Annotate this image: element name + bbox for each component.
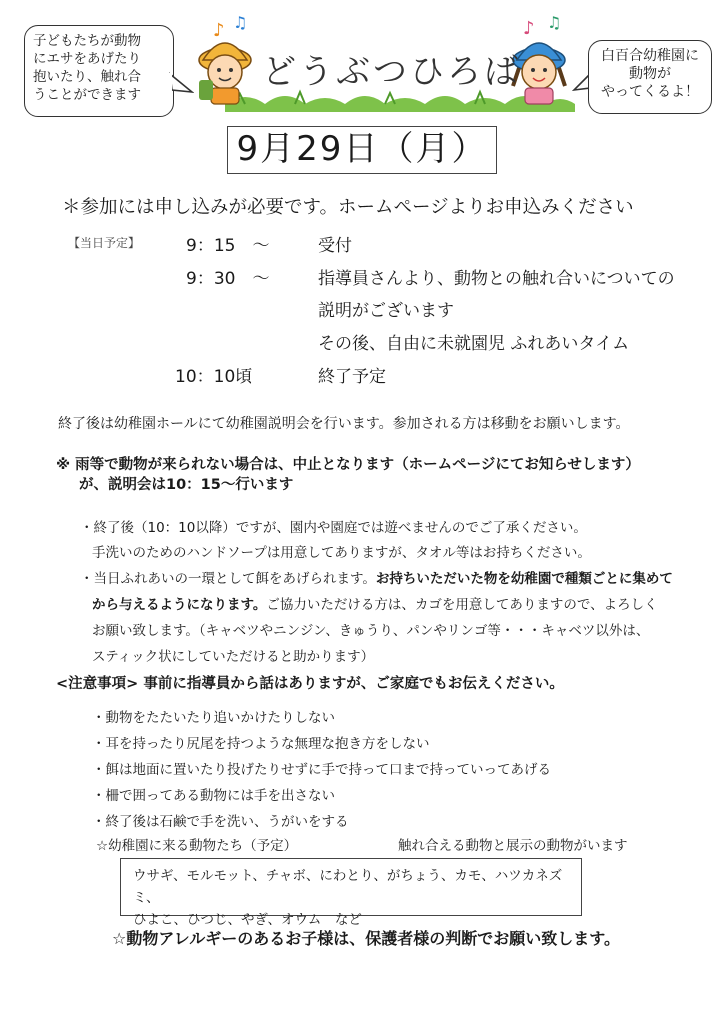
bullet-2-text: ・当日ふれあいの一環として餌をあげられます。 xyxy=(80,571,376,587)
bullet-2-bold-cont: から与えるようになります。 xyxy=(92,597,267,613)
animals-list-line-1: ウサギ、モルモット、チャボ、にわとり、がちょう、カモ、ハツカネズミ、 xyxy=(133,868,563,906)
speech-bubble-left xyxy=(24,25,174,117)
bubble-right-line-2: 動物が xyxy=(629,66,671,82)
caution-item-3: ・餌は地面に置いたり投げたりせずに手で持って口まで持っていってあげる xyxy=(92,762,551,778)
bubble-left-line-1: 子どもたちが動物 xyxy=(33,33,141,49)
bullet-2 xyxy=(80,567,673,587)
event-date: 9月29日（月） xyxy=(227,126,497,174)
caution-item-1: ・動物をたたいたり追いかけたりしない xyxy=(92,710,335,726)
rain-notice-line-1: ※ 雨等で動物が来られない場合は、中止となります（ホームページにてお知らせします） xyxy=(56,457,640,473)
bubble-left-line-2: にエサをあげたり xyxy=(33,51,141,67)
bullet-2-line-2 xyxy=(92,593,658,613)
registration-notice: ＊参加には申し込みが必要です。ホームページよりお申込みください xyxy=(62,197,634,218)
caution-heading: <注意事項> 事前に指導員から話はありますが、ご家庭でもお伝えください。 xyxy=(56,676,564,692)
speech-bubble-right xyxy=(588,40,712,114)
allergy-notice: ☆動物アレルギーのあるお子様は、保護者様の判断でお願い致します。 xyxy=(112,929,621,948)
music-note-icon xyxy=(523,13,561,39)
svg-text:♪: ♪ xyxy=(213,20,225,41)
caution-item-2: ・耳を持ったり尻尾を持つような無理な抱き方をしない xyxy=(92,736,430,752)
bullet-2-text-cont: ご協力いただける方は、カゴを用意してありますので、よろしく xyxy=(266,597,658,613)
bubble-left-line-4: うことができます xyxy=(33,87,141,103)
bullet-2-line-3: お願い致します。（キャベツやニンジン、きゅうり、パンやリンゴ等・・・キャベツ以外は、 xyxy=(92,623,650,639)
animals-list-line-2: ひよこ、ひつじ、やぎ、オウム など xyxy=(133,912,362,928)
schedule-text-5: 終了予定 xyxy=(318,367,386,387)
bubble-right-line-3: やってくるよ！ xyxy=(601,84,699,100)
grass-illustration xyxy=(225,92,575,112)
schedule-time-2: 9：30 ～ xyxy=(186,269,270,289)
boy-character-illustration xyxy=(199,43,251,104)
schedule-time-1: 9：15 ～ xyxy=(186,236,270,256)
schedule-tag: 【当日予定】 xyxy=(68,236,141,250)
bullet-2-bold: お持ちいただいた物を幼稚園で種類ごとに集めて xyxy=(375,571,673,587)
svg-text:♪: ♪ xyxy=(523,18,535,39)
rain-notice-line-2: が、説明会は10：15～行います xyxy=(79,477,294,493)
bullet-2-line-4: スティック状にしていただけると助かります） xyxy=(92,649,375,665)
animals-list-box xyxy=(120,858,582,928)
svg-text:♫: ♫ xyxy=(547,13,562,32)
schedule-text-1: 受付 xyxy=(318,236,352,256)
schedule-text-3: 説明がございます xyxy=(318,301,454,321)
music-note-icon xyxy=(213,13,247,41)
schedule-text-2: 指導員さんより、動物との触れ合いについての xyxy=(318,269,675,289)
caution-item-5: ・終了後は石鹸で手を洗い、うがいをする xyxy=(92,814,349,830)
schedule-text-4: その後、自由に未就園児 ふれあいタイム xyxy=(318,334,630,354)
animals-note: 触れ合える動物と展示の動物がいます xyxy=(398,838,628,854)
bubble-right-line-1: 白百合幼稚園に xyxy=(601,48,699,64)
bubble-left-line-3: 抱いたり、触れ合 xyxy=(33,69,141,85)
schedule-time-5: 10：10頃 xyxy=(175,367,253,387)
after-event-text: 終了後は幼稚園ホールにて幼稚園説明会を行います。参加される方は移動をお願いします。 xyxy=(58,416,630,432)
bullet-1: ・終了後（10：10以降）ですが、園内や園庭では遊べませんのでご了承ください。 xyxy=(80,520,587,536)
page-title: どうぶつひろば xyxy=(262,52,521,92)
caution-item-4: ・柵で囲ってある動物には手を出さない xyxy=(92,788,335,804)
animals-label: ☆幼稚園に来る動物たち（予定） xyxy=(96,838,298,854)
bullet-1-cont: 手洗いのためのハンドソープは用意してありますが、タオル等はお持ちください。 xyxy=(92,545,591,561)
svg-text:♫: ♫ xyxy=(233,13,248,32)
